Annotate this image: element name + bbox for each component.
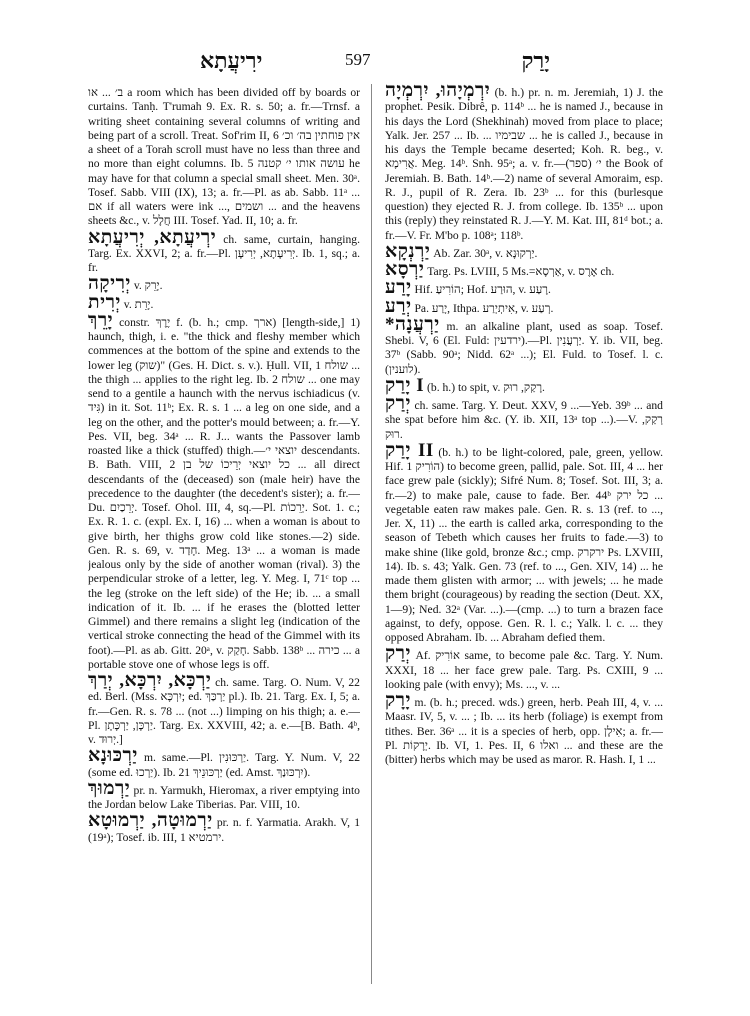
entry-text: (b. h.) to spit, v. רָקַק, רוּק. (427, 380, 545, 394)
entry-text: Pa. יָרַע, Ithpa. אִיתְיְרַע, v. רְעַע. (414, 301, 554, 315)
entry-headword: יָרָק (385, 690, 411, 711)
entry (88, 226, 360, 276)
entry-headword: יַרְכּוּנָא (88, 745, 138, 767)
page-header (0, 48, 750, 74)
entry-text: m. (b. h.; preced. wds.) green, herb. Peah III, 4, v. ... Maasr. IV, 5, v. ... ; Ib. ... its herb (foliage) is exempt from tithes. Ber. 36ᵃ ... it is a species of herb, opp. אִילָן; a. fr.—Pl. יְרָקוֹת. Ib. VI, 1. Pes. II, 6 ואלו ... and these are the (bitter) herbs which may be used as maror. R. Hash. I, 1 ... (385, 696, 663, 766)
header-left-word: ירִיעֲתָא (200, 48, 263, 73)
entry-text: Hif. הוֹרִיעַ; Hof. הוּרַע, v. רָעַע. (414, 283, 551, 297)
entry-headword: יְרִית (88, 291, 121, 313)
entry-headword: יַרְסָא (385, 259, 425, 280)
entry-headword: יַרְנְקָא (385, 240, 431, 262)
entry-headword: יְרַק (385, 393, 411, 414)
entry-text: ch. same. Targ. Y. Deut. XXV, 9 ...—Yeb. 39ᵇ ... and she spat before him &c. (Y. ib. XII, 13ᵃ top ...).—V. רְקַק, רוּק. (385, 399, 663, 441)
entry (88, 777, 360, 813)
entry (88, 291, 360, 313)
entry-headword: יִרְמְיָהוּ, יִרְמְיָה (385, 84, 491, 101)
entry-text: ch. same. Targ. O. Num. V, 22 ed. Berl. (Mss. יִרְכָּא; ed. יַרְכַּךְ pl.). Ib. 21. Targ. Ex. I, 5; a. fr.—Gen. R. s. 78 ... (not ...) limping on his thigh; a. e.—Pl. יַרְכָּן, יַרְכָּתָן. Targ. Ex. XXVIII, 42; a. e.—[B. Bath. 4ᵇ, v. יְרוּד.] (88, 676, 360, 746)
entry (385, 277, 663, 299)
entry (385, 313, 663, 377)
entry-text: (b. h.) pr. n. m. Jeremiah, 1) J. the prophet. Pesik. Dibrê, p. 114ᵇ ... he is named J., because in his days the Lord (Shekhinah) moved from place to place; Yalk. Jer. 257 ... Ib. ... שבימיו ... he is called J., because in his days the Temple became deserted; Koh. R. beg., v. אֲרִימָא. Meg. 14ᵇ. Snh. 95ᵃ; a. v. fr.—(ספר) י׳ the Book of Jeremiah. B. Bath. 14ᵇ.—2) name of several Amoraim, esp. R. J., pupil of R. Zera. Ib. 23ᵇ ... for this (burlesque question) they ejected R. J. from college. Ib. 135ᵇ ... upon this (reply) they reinstated R. J.—Y. M. Kat. III, 81ᵈ bot.; a. fr.—V. Fr. M'bo p. 108ᵃ; 118ᵇ. (385, 86, 663, 242)
entry (88, 745, 360, 780)
entry-text: Targ. Ps. LVIII, 5 Ms.=אַרְסָא, v. אֶרֶס ch. (427, 265, 615, 278)
entry-headword: יַרְמוּךְ (88, 777, 131, 799)
entry-text: pr. n. Yarmukh, Hieromax, a river emptying into the Jordan below Lake Tiberias. Par. VIII, 10. (88, 783, 360, 811)
entry-headword: יְרַק (385, 643, 411, 665)
entry (385, 393, 663, 442)
entry-headword: *יַרְעֲנָה (385, 313, 440, 335)
entry-headword: יַרְכָּא, יִרְכָּא, יְרַךְ (88, 670, 212, 691)
entry-text: ב׳ ... או a room which has been divided off by boards or curtains. Tanḥ. T'rumah 9. Ex. R. s. 50; a. fr.—Trnsf. a writing sheet containing several columns of writing and being part of a scroll. Treat. Sof'rim II, 6 אין פוחתין בה׳ וכ׳ a sheet of a Torah scroll must have no less than three and no more than eight columns. Ib. 5 עושה אותו י׳ קטנה he may have for that column a special small sheet. Men. 30ᵃ. Tosef. Sabb. VIII (IX), 13; a. fr.—Pl. as ab. Sabb. 11ᵃ ... אם if all waters were ink ..., ושמים ... and the heavens sheets &c., v. חֲלָל III. Tosef. Yad. II, 10; a. fr. (88, 86, 360, 228)
entry-headword: ירְיעֲתָא, יְרִיעֲתָא (88, 226, 217, 248)
entry-text: m. same.—Pl. יַרְכּוּנִין. Targ. Y. Num. V, 22 (some ed. יַרְכוּ). Ib. 21 יַרְכּוּנֵיךְ (ed. Amst. יִרְכּוּנַךְ). (88, 751, 360, 779)
entry-headword: יָרַק I (385, 374, 425, 396)
entry-text: Ab. Zar. 30ᵃ, v. יַרְקוּנָא. (433, 246, 538, 260)
column-divider (371, 84, 372, 984)
entry (385, 374, 663, 396)
right-column (385, 84, 663, 984)
entry (385, 84, 663, 243)
entry (385, 259, 663, 280)
entry (88, 309, 360, 672)
page-number: 597 (345, 50, 371, 69)
entry (88, 670, 360, 747)
entry (88, 84, 360, 229)
entry-headword: יָרַע (385, 277, 412, 299)
entry (385, 439, 663, 646)
entry-text: v. יָרֵת. (123, 297, 154, 311)
entry-headword: יָרַק II (385, 439, 434, 461)
entry-text: Af. אוֹרִיק same, to become pale &c. Targ. Y. Num. XXXI, 18 ... her face grew pale. Targ. Ps. CXIII, 9 ... looking pale (with envy); Ms. ..., v. ... (385, 649, 663, 691)
entry-text: v. יָרֵק. (133, 279, 163, 293)
entry-headword: יְרִיקָה (88, 273, 131, 295)
entry-headword: יַרְמוּטָה, יַרְמוּטָא (88, 810, 213, 832)
entry-text: pr. n. f. Yarmatia. Arakh. V, 1 (19ᵃ); Tosef. ib. III, 1 ירמטיא. (88, 816, 360, 844)
entry-headword: יְרַע (385, 295, 412, 317)
entry (385, 643, 663, 692)
entry-headword: יָרֵךְ (88, 309, 114, 331)
entry-text: ch. same, curtain, hanging. Targ. Ex. XXVI, 2; a. fr.—Pl. יְרִיעָתָא, יְרִיעָן. Ib. 1, sq.; a. fr. (88, 232, 360, 274)
entry (88, 273, 360, 295)
entry-text: (b. h.) to be light-colored, pale, green, yellow. Hif. הוֹרִיק 1) to become green, pallid, pale. Sot. III, 4 ... her face grew pale (sickly); Sifré Num. 8; Tosef. Sot. III, 3; a. fr.—2) to make pale, cause to fade. Ber. 44ᵇ כל ירק ... vegetable eaten raw makes pale. Gen. R. s. 13 (ref. to ..., Jer. X, 11) ... the earth is called arka, corresponding to the season of Tebeth which causes her fruits to fade.—3) to make shine (like gold, bronze &c.; cmp. ירקרק Ps. LXVIII, 14). Ib. s. 43; Yalk. Gen. 73 (ref. to ..., Gen. XIV, 14) ... he made them glisten with armor; ... with jewels; ... he made them bright (courageous) by reading the section (Deut. XX, 1—9); Ned. 32ᵃ (Var. ...).—(cmp. ...) to turn a brazen face against, to defy, oppose. Gen. R. l. c.; Yalk. l. c. ... they opposed Abraham. Ib. ... Abraham defied them. (385, 445, 663, 644)
header-right-word: יָרַק (521, 48, 550, 73)
entry-text: constr. יֶרֶךְ f. (b. h.; cmp. ארך) [length-side,] 1) haunch, thigh, i. e. "the thick and fleshy member which commences at the bottom of the spine and extends to the lower leg (שוק)" (Ges. H. Dict. s. v.). Ḥull. VII, 1 שולח ... the thigh ... applies to the right leg. Ib. 2 שולח ... one may send to a gentile a haunch with the nervus ischiadicus (v. גִּיד) in it. Sot. 11ᵇ; Ex. R. s. 1 ... a leg on one side, and a leg on the other, and the potter's mould between; a. fr.—Y. Pes. VII, beg. 34ᵃ ... R. J... wants the Passover lamb roasted like a thick (stuffed) thigh.—יוצאי י׳ descendants. B. Bath. VIII, 2 כל יוצאי יְרֵיכוֹ של בן ... all direct descendants of the (deceased) son (male heir) have the precedence to the daughter (the decedent's sister); a. fr.—Du. יְרֵכַיִם. Tosef. Ohol. III, 4, sq.—Pl. יְרֵכוֹת. Sot. 1. c.; Ex. R. 1. c. (expl. Ex. I, 16) ... when a woman is about to give birth, her thighs grow cold like stones.—2) side. Gen. R. s. 69, v. חָדַד. Meg. 13ᵃ ... a woman is made jealous only by the side of another woman (rival). 3) the perpendicular stroke of a letter, leg. Y. Meg. I, 71ᶜ top ... the leg (stroke on the left side) of the He; ib. ... a small indication of it. Ib. ... if he erases the (blotted letter Gimmel) and there remains a slight leg (indication of the vertical stroke connecting the head of the Gimmel with its foot).—Pl. as ab. Gitt. 20ᵃ, v. חָקַק. Sabb. 138ᵇ ... כירה ... a portable stove one of whose legs is off. (88, 315, 360, 671)
entry (385, 690, 663, 767)
left-column (88, 84, 360, 984)
entry (88, 810, 360, 845)
entry-text: m. an alkaline plant, used as soap. Tosef. Shebi. V, 6 (El. Fuld: ירדעין).—Pl. יַרְעֲנִין. Y. ib. VII, beg. 37ᵇ (Sabb. 90ᵃ; Nidd. 62ᵃ ...); El. Fuld. to Tosef. l. c. (לוענין). (385, 319, 663, 376)
entry (385, 240, 663, 262)
